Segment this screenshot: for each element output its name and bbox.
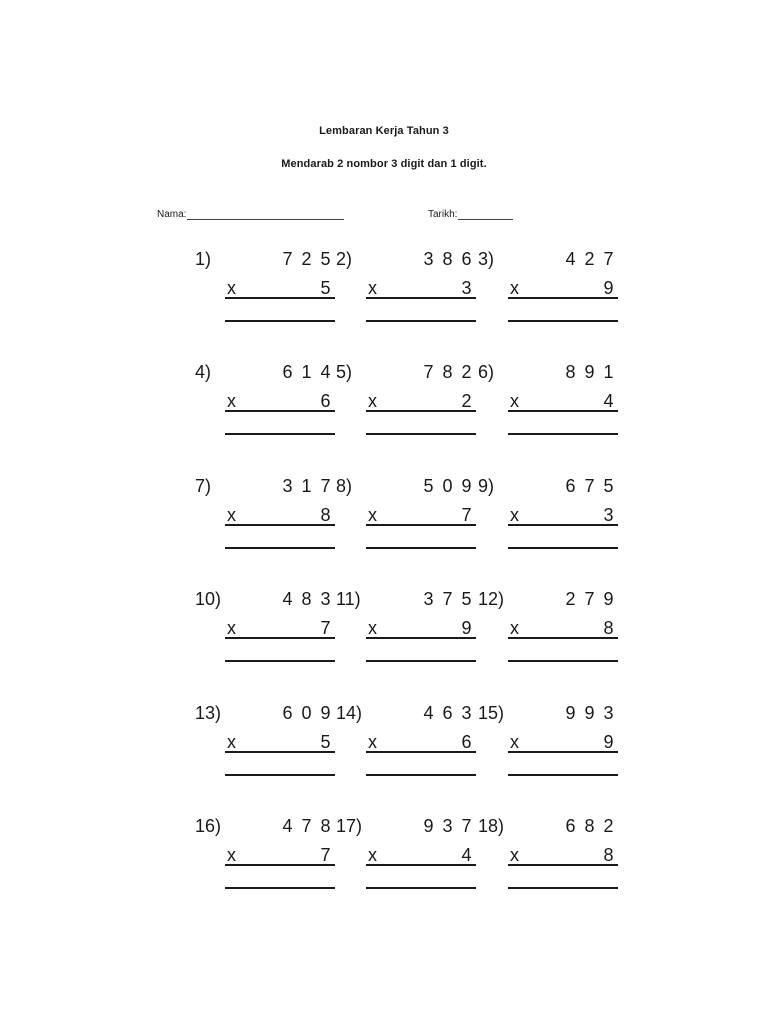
answer-line[interactable] bbox=[225, 887, 335, 889]
multiplicand-digit: 2 bbox=[584, 249, 595, 269]
problem-number: 18) bbox=[478, 816, 505, 836]
operation-line bbox=[366, 637, 476, 639]
problem-8 bbox=[336, 476, 476, 576]
problem-number: 6) bbox=[478, 362, 495, 382]
multiplicand-digit: 4 bbox=[282, 589, 293, 609]
times-sign: x bbox=[368, 278, 377, 298]
problem-3 bbox=[478, 249, 618, 349]
multiplier: 4 bbox=[603, 391, 614, 411]
problem-11 bbox=[336, 589, 476, 689]
multiplicand-digit: 3 bbox=[320, 589, 331, 609]
operation-line bbox=[225, 864, 335, 866]
times-sign: x bbox=[227, 732, 236, 752]
problem-17 bbox=[336, 816, 476, 916]
multiplicand-digit: 3 bbox=[442, 816, 453, 836]
problem-number: 1) bbox=[195, 249, 212, 269]
multiplicand bbox=[419, 816, 476, 837]
multiplicand-digit: 7 bbox=[603, 249, 614, 269]
multiplicand-digit: 9 bbox=[423, 816, 434, 836]
multiplicand bbox=[419, 362, 476, 383]
multiplicand-digit: 3 bbox=[461, 703, 472, 723]
problem-number: 17) bbox=[336, 816, 363, 836]
problem-15 bbox=[478, 703, 618, 803]
multiplicand-digit: 9 bbox=[565, 703, 576, 723]
answer-line[interactable] bbox=[225, 320, 335, 322]
times-sign: x bbox=[510, 391, 519, 411]
date-blank-line[interactable] bbox=[458, 210, 513, 220]
problem-number: 10) bbox=[195, 589, 222, 609]
multiplicand-digit: 8 bbox=[442, 249, 453, 269]
multiplier: 7 bbox=[461, 505, 472, 525]
times-sign: x bbox=[368, 732, 377, 752]
multiplicand bbox=[278, 703, 335, 724]
multiplicand bbox=[419, 249, 476, 270]
multiplicand-digit: 8 bbox=[301, 589, 312, 609]
multiplicand-digit: 2 bbox=[301, 249, 312, 269]
multiplicand-digit: 3 bbox=[423, 589, 434, 609]
multiplier: 6 bbox=[320, 391, 331, 411]
answer-line[interactable] bbox=[366, 320, 476, 322]
times-sign: x bbox=[368, 845, 377, 865]
multiplier: 3 bbox=[461, 278, 472, 298]
multiplicand bbox=[561, 362, 618, 383]
problem-number: 9) bbox=[478, 476, 495, 496]
operation-line bbox=[508, 410, 618, 412]
multiplicand-digit: 6 bbox=[282, 362, 293, 382]
answer-line[interactable] bbox=[508, 433, 618, 435]
operation-line bbox=[508, 637, 618, 639]
problem-number: 4) bbox=[195, 362, 212, 382]
times-sign: x bbox=[510, 732, 519, 752]
multiplicand-digit: 6 bbox=[565, 816, 576, 836]
multiplicand-digit: 9 bbox=[320, 703, 331, 723]
times-sign: x bbox=[227, 845, 236, 865]
problem-1 bbox=[195, 249, 335, 349]
multiplier: 6 bbox=[461, 732, 472, 752]
operation-line bbox=[225, 410, 335, 412]
multiplicand bbox=[419, 589, 476, 610]
name-field[interactable] bbox=[157, 209, 344, 220]
multiplicand-digit: 2 bbox=[461, 362, 472, 382]
multiplicand-digit: 9 bbox=[584, 362, 595, 382]
times-sign: x bbox=[227, 391, 236, 411]
multiplicand bbox=[561, 589, 618, 610]
problem-9 bbox=[478, 476, 618, 576]
worksheet-title: Lembaran Kerja Tahun 3 bbox=[319, 125, 449, 137]
answer-line[interactable] bbox=[508, 660, 618, 662]
multiplier: 8 bbox=[603, 845, 614, 865]
multiplier: 5 bbox=[320, 278, 331, 298]
problem-16 bbox=[195, 816, 335, 916]
multiplicand-digit: 8 bbox=[565, 362, 576, 382]
operation-line bbox=[366, 297, 476, 299]
answer-line[interactable] bbox=[225, 433, 335, 435]
multiplicand-digit: 9 bbox=[584, 703, 595, 723]
answer-line[interactable] bbox=[225, 547, 335, 549]
answer-line[interactable] bbox=[508, 320, 618, 322]
operation-line bbox=[508, 751, 618, 753]
answer-line[interactable] bbox=[366, 774, 476, 776]
multiplicand-digit: 4 bbox=[423, 703, 434, 723]
times-sign: x bbox=[368, 618, 377, 638]
operation-line bbox=[508, 864, 618, 866]
multiplicand-digit: 7 bbox=[461, 816, 472, 836]
problem-number: 2) bbox=[336, 249, 353, 269]
multiplicand-digit: 3 bbox=[423, 249, 434, 269]
multiplicand bbox=[278, 816, 335, 837]
multiplicand-digit: 7 bbox=[584, 589, 595, 609]
multiplier: 8 bbox=[603, 618, 614, 638]
multiplicand bbox=[561, 476, 618, 497]
multiplicand bbox=[419, 703, 476, 724]
problem-number: 16) bbox=[195, 816, 222, 836]
multiplicand-digit: 3 bbox=[603, 703, 614, 723]
problem-number: 7) bbox=[195, 476, 212, 496]
operation-line bbox=[508, 524, 618, 526]
multiplier: 4 bbox=[461, 845, 472, 865]
multiplicand-digit: 5 bbox=[320, 249, 331, 269]
multiplicand-digit: 6 bbox=[442, 703, 453, 723]
date-field[interactable] bbox=[428, 209, 513, 220]
multiplicand-digit: 5 bbox=[423, 476, 434, 496]
problem-13 bbox=[195, 703, 335, 803]
times-sign: x bbox=[227, 505, 236, 525]
problem-12 bbox=[478, 589, 618, 689]
answer-line[interactable] bbox=[366, 660, 476, 662]
multiplier: 3 bbox=[603, 505, 614, 525]
answer-line[interactable] bbox=[225, 774, 335, 776]
multiplicand bbox=[561, 703, 618, 724]
multiplier: 7 bbox=[320, 618, 331, 638]
multiplicand bbox=[419, 476, 476, 497]
problem-6 bbox=[478, 362, 618, 462]
multiplicand bbox=[278, 249, 335, 270]
multiplier: 9 bbox=[603, 278, 614, 298]
problem-4 bbox=[195, 362, 335, 462]
multiplicand-digit: 7 bbox=[282, 249, 293, 269]
times-sign: x bbox=[510, 845, 519, 865]
problem-5 bbox=[336, 362, 476, 462]
problem-number: 14) bbox=[336, 703, 363, 723]
multiplicand-digit: 0 bbox=[442, 476, 453, 496]
multiplier: 2 bbox=[461, 391, 472, 411]
multiplicand-digit: 6 bbox=[461, 249, 472, 269]
operation-line bbox=[366, 410, 476, 412]
problem-number: 12) bbox=[478, 589, 505, 609]
multiplicand-digit: 8 bbox=[442, 362, 453, 382]
multiplicand bbox=[278, 476, 335, 497]
multiplicand-digit: 9 bbox=[603, 589, 614, 609]
multiplicand-digit: 7 bbox=[423, 362, 434, 382]
answer-line[interactable] bbox=[225, 660, 335, 662]
answer-line[interactable] bbox=[366, 433, 476, 435]
problem-18 bbox=[478, 816, 618, 916]
operation-line bbox=[366, 864, 476, 866]
answer-line[interactable] bbox=[508, 774, 618, 776]
multiplicand-digit: 1 bbox=[301, 476, 312, 496]
times-sign: x bbox=[510, 505, 519, 525]
problem-10 bbox=[195, 589, 335, 689]
multiplicand-digit: 3 bbox=[282, 476, 293, 496]
problem-number: 3) bbox=[478, 249, 495, 269]
problem-number: 5) bbox=[336, 362, 353, 382]
name-blank-line[interactable] bbox=[187, 210, 344, 220]
multiplicand-digit: 4 bbox=[282, 816, 293, 836]
operation-line bbox=[225, 524, 335, 526]
multiplicand-digit: 5 bbox=[461, 589, 472, 609]
times-sign: x bbox=[510, 618, 519, 638]
times-sign: x bbox=[227, 278, 236, 298]
multiplier: 5 bbox=[320, 732, 331, 752]
multiplicand-digit: 1 bbox=[603, 362, 614, 382]
problem-14 bbox=[336, 703, 476, 803]
operation-line bbox=[366, 751, 476, 753]
answer-line[interactable] bbox=[508, 887, 618, 889]
problem-number: 8) bbox=[336, 476, 353, 496]
operation-line bbox=[508, 297, 618, 299]
multiplicand-digit: 0 bbox=[301, 703, 312, 723]
multiplicand bbox=[278, 589, 335, 610]
multiplicand-digit: 2 bbox=[565, 589, 576, 609]
times-sign: x bbox=[227, 618, 236, 638]
multiplicand-digit: 8 bbox=[584, 816, 595, 836]
multiplier: 7 bbox=[320, 845, 331, 865]
multiplicand-digit: 4 bbox=[320, 362, 331, 382]
multiplicand-digit: 7 bbox=[320, 476, 331, 496]
date-label: Tarikh: bbox=[428, 209, 458, 220]
multiplicand-digit: 7 bbox=[301, 816, 312, 836]
multiplicand-digit: 1 bbox=[301, 362, 312, 382]
multiplicand bbox=[561, 249, 618, 270]
multiplicand-digit: 7 bbox=[442, 589, 453, 609]
multiplicand-digit: 9 bbox=[461, 476, 472, 496]
multiplicand bbox=[278, 362, 335, 383]
times-sign: x bbox=[510, 278, 519, 298]
times-sign: x bbox=[368, 505, 377, 525]
times-sign: x bbox=[368, 391, 377, 411]
problem-number: 13) bbox=[195, 703, 222, 723]
multiplicand-digit: 4 bbox=[565, 249, 576, 269]
problem-7 bbox=[195, 476, 335, 576]
name-label: Nama: bbox=[157, 209, 187, 220]
operation-line bbox=[366, 524, 476, 526]
multiplicand-digit: 6 bbox=[565, 476, 576, 496]
multiplicand-digit: 6 bbox=[282, 703, 293, 723]
operation-line bbox=[225, 637, 335, 639]
multiplier: 9 bbox=[461, 618, 472, 638]
problem-number: 11) bbox=[336, 589, 361, 609]
operation-line bbox=[225, 751, 335, 753]
multiplicand-digit: 8 bbox=[320, 816, 331, 836]
multiplier: 8 bbox=[320, 505, 331, 525]
answer-line[interactable] bbox=[366, 547, 476, 549]
multiplicand-digit: 5 bbox=[603, 476, 614, 496]
multiplier: 9 bbox=[603, 732, 614, 752]
problem-2 bbox=[336, 249, 476, 349]
answer-line[interactable] bbox=[508, 547, 618, 549]
multiplicand-digit: 7 bbox=[584, 476, 595, 496]
worksheet-subtitle: Mendarab 2 nombor 3 digit dan 1 digit. bbox=[281, 158, 487, 170]
operation-line bbox=[225, 297, 335, 299]
problem-number: 15) bbox=[478, 703, 505, 723]
multiplicand bbox=[561, 816, 618, 837]
multiplicand-digit: 2 bbox=[603, 816, 614, 836]
answer-line[interactable] bbox=[366, 887, 476, 889]
